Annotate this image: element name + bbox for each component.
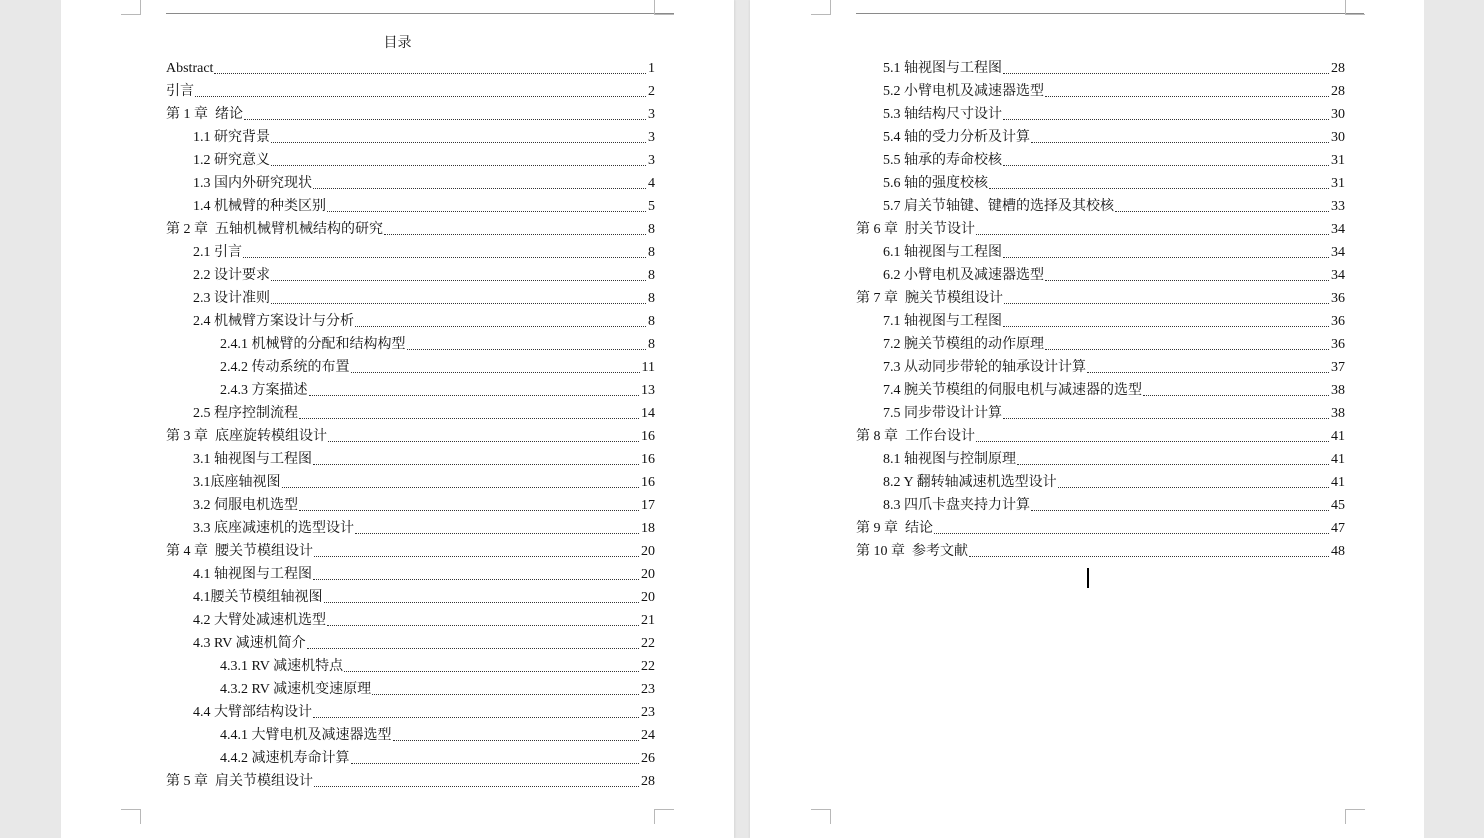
toc-entry-label: 2.4 机械臂方案设计与分析 bbox=[193, 314, 354, 329]
toc-entry-label: 1.1 研究背景 bbox=[193, 130, 270, 145]
toc-entry[interactable] bbox=[220, 356, 655, 378]
toc-entry[interactable] bbox=[856, 425, 1345, 447]
toc-entry-label: 2.2 设计要求 bbox=[193, 268, 270, 283]
crop-mark-bottom-left bbox=[811, 809, 831, 824]
toc-leader-dots bbox=[934, 533, 1329, 534]
toc-leader-dots bbox=[355, 326, 646, 327]
toc-entry-label: 4.1 轴视图与工程图 bbox=[193, 567, 312, 582]
toc-entry-page-number: 48 bbox=[1331, 544, 1345, 559]
toc-entry-label: 8.1 轴视图与控制原理 bbox=[883, 452, 1016, 467]
toc-entry[interactable] bbox=[883, 103, 1345, 125]
toc-leader-dots bbox=[313, 717, 639, 718]
toc-leader-dots bbox=[214, 73, 646, 74]
toc-entry[interactable] bbox=[193, 701, 655, 723]
toc-leader-dots bbox=[1003, 326, 1329, 327]
toc-entry[interactable] bbox=[193, 195, 655, 217]
toc-leader-dots bbox=[1003, 257, 1329, 258]
toc-entry[interactable] bbox=[883, 172, 1345, 194]
toc-entry-label: 6.1 轴视图与工程图 bbox=[883, 245, 1002, 260]
toc-entry[interactable] bbox=[883, 379, 1345, 401]
toc-entry-label: 第 5 章 肩关节模组设计 bbox=[166, 774, 313, 789]
toc-leader-dots bbox=[344, 671, 639, 672]
crop-mark-bottom-left bbox=[121, 809, 141, 824]
toc-leader-dots bbox=[313, 464, 639, 465]
toc-entry-page-number: 20 bbox=[641, 567, 655, 582]
toc-entry-label: 6.2 小臂电机及减速器选型 bbox=[883, 268, 1044, 283]
toc-entry-label: 2.4.1 机械臂的分配和结构构型 bbox=[220, 337, 406, 352]
toc-entry-label: 7.3 从动同步带轮的轴承设计计算 bbox=[883, 360, 1086, 375]
toc-leader-dots bbox=[313, 579, 639, 580]
toc-leader-dots bbox=[299, 418, 639, 419]
toc-entry-page-number: 23 bbox=[641, 705, 655, 720]
toc-entry[interactable] bbox=[193, 287, 655, 309]
toc-entry[interactable] bbox=[883, 448, 1345, 470]
toc-entry-page-number: 16 bbox=[641, 452, 655, 467]
toc-leader-dots bbox=[243, 257, 646, 258]
toc-entry-label: 2.3 设计准则 bbox=[193, 291, 270, 306]
toc-leader-dots bbox=[271, 165, 646, 166]
toc-leader-dots bbox=[989, 188, 1329, 189]
toc-entry-label: 第 3 章 底座旋转模组设计 bbox=[166, 429, 327, 444]
toc-entry-page-number: 47 bbox=[1331, 521, 1345, 536]
toc-leader-dots bbox=[244, 119, 646, 120]
toc-leader-dots bbox=[407, 349, 647, 350]
toc-leader-dots bbox=[1031, 510, 1329, 511]
toc-entry[interactable] bbox=[883, 471, 1345, 493]
toc-entry-label: 5.7 肩关节轴键、键槽的选择及其校核 bbox=[883, 199, 1114, 214]
toc-entry[interactable] bbox=[883, 57, 1345, 79]
toc-entry[interactable] bbox=[220, 724, 655, 746]
toc-entry[interactable] bbox=[193, 448, 655, 470]
toc-entry[interactable] bbox=[166, 57, 655, 79]
toc-entry-page-number: 8 bbox=[648, 337, 655, 352]
toc-entry-page-number: 8 bbox=[648, 245, 655, 260]
crop-mark-top-right bbox=[654, 0, 674, 15]
toc-leader-dots bbox=[307, 648, 639, 649]
toc-leader-dots bbox=[1045, 349, 1329, 350]
toc-entry[interactable] bbox=[166, 80, 655, 102]
toc-title: 目录 bbox=[383, 36, 412, 51]
toc-entry-label: 4.1腰关节模组轴视图 bbox=[193, 590, 323, 605]
toc-entry-page-number: 26 bbox=[641, 751, 655, 766]
toc-leader-dots bbox=[313, 188, 646, 189]
toc-entry-page-number: 34 bbox=[1331, 268, 1345, 283]
toc-leader-dots bbox=[271, 303, 646, 304]
toc-entry-label: 2.5 程序控制流程 bbox=[193, 406, 298, 421]
toc-leader-dots bbox=[1017, 464, 1329, 465]
toc-entry-page-number: 3 bbox=[648, 130, 655, 145]
toc-leader-dots bbox=[351, 372, 640, 373]
toc-entry-label: 2.4.2 传动系统的布置 bbox=[220, 360, 350, 375]
document-page-left[interactable] bbox=[61, 0, 734, 838]
toc-entry-label: 4.3.1 RV 减速机特点 bbox=[220, 659, 344, 674]
toc-entry[interactable] bbox=[220, 379, 655, 401]
toc-entry-label: 5.4 轴的受力分析及计算 bbox=[883, 130, 1030, 145]
toc-leader-dots bbox=[1058, 487, 1329, 488]
toc-entry-page-number: 3 bbox=[648, 153, 655, 168]
toc-leader-dots bbox=[384, 234, 646, 235]
toc-leader-dots bbox=[1045, 96, 1329, 97]
text-cursor bbox=[1087, 568, 1089, 588]
toc-entry-page-number: 8 bbox=[648, 314, 655, 329]
toc-entry[interactable] bbox=[883, 333, 1345, 355]
toc-entry-label: 4.4 大臂部结构设计 bbox=[193, 705, 312, 720]
toc-entry-page-number: 23 bbox=[641, 682, 655, 697]
toc-entry-label: 4.3.2 RV 减速机变速原理 bbox=[220, 682, 372, 697]
toc-entry-label: 7.4 腕关节模组的伺服电机与减速器的选型 bbox=[883, 383, 1142, 398]
toc-entry-label: 引言 bbox=[166, 84, 194, 99]
toc-leader-dots bbox=[1004, 303, 1329, 304]
toc-entry-label: 1.2 研究意义 bbox=[193, 153, 270, 168]
toc-entry[interactable] bbox=[883, 402, 1345, 424]
toc-entry-label: 5.1 轴视图与工程图 bbox=[883, 61, 1002, 76]
toc-entry-page-number: 17 bbox=[641, 498, 655, 513]
toc-entry[interactable] bbox=[220, 678, 655, 700]
toc-entry-page-number: 30 bbox=[1331, 130, 1345, 145]
toc-entry-label: 第 1 章 绪论 bbox=[166, 107, 243, 122]
toc-entry-page-number: 2 bbox=[648, 84, 655, 99]
toc-entry-label: 4.3 RV 减速机简介 bbox=[193, 636, 306, 651]
toc-entry-page-number: 31 bbox=[1331, 153, 1345, 168]
toc-entry[interactable] bbox=[193, 149, 655, 171]
toc-entry-page-number: 1 bbox=[648, 61, 655, 76]
toc-entry-label: 8.3 四爪卡盘夹持力计算 bbox=[883, 498, 1030, 513]
toc-entry[interactable] bbox=[856, 218, 1345, 240]
toc-leader-dots bbox=[299, 510, 639, 511]
toc-entry-label: 8.2 Y 翻转轴减速机选型设计 bbox=[883, 475, 1057, 490]
toc-leader-dots bbox=[976, 441, 1329, 442]
toc-entry[interactable] bbox=[193, 126, 655, 148]
toc-leader-dots bbox=[976, 234, 1329, 235]
toc-leader-dots bbox=[351, 763, 640, 764]
toc-entry-label: 4.4.1 大臂电机及减速器选型 bbox=[220, 728, 392, 743]
toc-entry-label: 5.6 轴的强度校核 bbox=[883, 176, 988, 191]
toc-entry-label: 2.1 引言 bbox=[193, 245, 242, 260]
toc-leader-dots bbox=[1031, 142, 1329, 143]
toc-entry-label: Abstract bbox=[166, 61, 214, 76]
crop-mark-bottom-right bbox=[1345, 809, 1365, 824]
toc-entry-page-number: 33 bbox=[1331, 199, 1345, 214]
toc-entry-page-number: 3 bbox=[648, 107, 655, 122]
toc-entry[interactable] bbox=[883, 494, 1345, 516]
toc-entry-page-number: 30 bbox=[1331, 107, 1345, 122]
toc-entry-label: 1.3 国内外研究现状 bbox=[193, 176, 312, 191]
crop-mark-top-left bbox=[811, 0, 831, 15]
toc-leader-dots bbox=[393, 740, 640, 741]
toc-entry-label: 第 2 章 五轴机械臂机械结构的研究 bbox=[166, 222, 383, 237]
toc-entry-page-number: 5 bbox=[648, 199, 655, 214]
toc-leader-dots bbox=[309, 395, 640, 396]
toc-entry-page-number: 22 bbox=[641, 636, 655, 651]
toc-entry[interactable] bbox=[883, 195, 1345, 217]
toc-entry-page-number: 13 bbox=[641, 383, 655, 398]
toc-leader-dots bbox=[1143, 395, 1329, 396]
crop-mark-bottom-right bbox=[654, 809, 674, 824]
toc-leader-dots bbox=[355, 533, 639, 534]
toc-entry-page-number: 36 bbox=[1331, 314, 1345, 329]
toc-entry[interactable] bbox=[883, 241, 1345, 263]
toc-leader-dots bbox=[372, 694, 639, 695]
toc-entry[interactable] bbox=[856, 287, 1345, 309]
toc-entry-page-number: 4 bbox=[648, 176, 655, 191]
toc-entry-label: 3.1 轴视图与工程图 bbox=[193, 452, 312, 467]
toc-entry[interactable] bbox=[883, 80, 1345, 102]
toc-entry-page-number: 16 bbox=[641, 429, 655, 444]
toc-leader-dots bbox=[324, 602, 640, 603]
toc-entry-page-number: 38 bbox=[1331, 406, 1345, 421]
toc-entry[interactable] bbox=[193, 310, 655, 332]
toc-entry-page-number: 34 bbox=[1331, 245, 1345, 260]
toc-leader-dots bbox=[1003, 73, 1329, 74]
toc-leader-dots bbox=[1115, 211, 1329, 212]
toc-entry[interactable] bbox=[193, 241, 655, 263]
toc-leader-dots bbox=[1087, 372, 1329, 373]
toc-entry-page-number: 8 bbox=[648, 268, 655, 283]
toc-entry-page-number: 21 bbox=[641, 613, 655, 628]
toc-entry-page-number: 37 bbox=[1331, 360, 1345, 375]
toc-entry[interactable] bbox=[166, 425, 655, 447]
toc-entry-page-number: 41 bbox=[1331, 452, 1345, 467]
toc-entry-page-number: 28 bbox=[1331, 84, 1345, 99]
toc-entry-label: 3.3 底座减速机的选型设计 bbox=[193, 521, 354, 536]
toc-entry-page-number: 20 bbox=[641, 590, 655, 605]
toc-leader-dots bbox=[271, 280, 646, 281]
toc-entry[interactable] bbox=[193, 264, 655, 286]
toc-leader-dots bbox=[327, 211, 646, 212]
toc-entry[interactable] bbox=[166, 103, 655, 125]
toc-entry-label: 3.2 伺服电机选型 bbox=[193, 498, 298, 513]
toc-entry[interactable] bbox=[166, 770, 655, 792]
toc-entry-page-number: 18 bbox=[641, 521, 655, 536]
toc-entry[interactable] bbox=[193, 471, 655, 493]
toc-entry-page-number: 11 bbox=[641, 360, 655, 375]
toc-entry-page-number: 41 bbox=[1331, 475, 1345, 490]
toc-leader-dots bbox=[314, 786, 639, 787]
toc-entry[interactable] bbox=[193, 402, 655, 424]
toc-entry-page-number: 20 bbox=[641, 544, 655, 559]
toc-entry-page-number: 24 bbox=[641, 728, 655, 743]
document-page-right[interactable] bbox=[750, 0, 1424, 838]
toc-entry-page-number: 14 bbox=[641, 406, 655, 421]
toc-entry-page-number: 41 bbox=[1331, 429, 1345, 444]
toc-entry-label: 5.5 轴承的寿命校核 bbox=[883, 153, 1002, 168]
toc-entry-page-number: 28 bbox=[641, 774, 655, 789]
toc-entry-page-number: 36 bbox=[1331, 291, 1345, 306]
toc-entry[interactable] bbox=[220, 333, 655, 355]
toc-entry[interactable] bbox=[193, 632, 655, 654]
toc-leader-dots bbox=[195, 96, 646, 97]
crop-mark-top-right bbox=[1345, 0, 1365, 15]
toc-entry-label: 2.4.3 方案描述 bbox=[220, 383, 308, 398]
toc-entry[interactable] bbox=[166, 218, 655, 240]
toc-entry-page-number: 36 bbox=[1331, 337, 1345, 352]
toc-leader-dots bbox=[282, 487, 640, 488]
toc-entry-label: 5.3 轴结构尺寸设计 bbox=[883, 107, 1002, 122]
toc-entry[interactable] bbox=[883, 356, 1345, 378]
toc-entry-page-number: 8 bbox=[648, 291, 655, 306]
toc-entry-page-number: 45 bbox=[1331, 498, 1345, 513]
toc-entry-label: 5.2 小臂电机及减速器选型 bbox=[883, 84, 1044, 99]
crop-mark-top-left bbox=[121, 0, 141, 15]
toc-entry-label: 第 6 章 肘关节设计 bbox=[856, 222, 975, 237]
toc-entry-page-number: 38 bbox=[1331, 383, 1345, 398]
toc-entry-page-number: 28 bbox=[1331, 61, 1345, 76]
toc-leader-dots bbox=[328, 441, 639, 442]
toc-entry-label: 1.4 机械臂的种类区别 bbox=[193, 199, 326, 214]
toc-leader-dots bbox=[327, 625, 639, 626]
toc-entry[interactable] bbox=[220, 747, 655, 769]
toc-entry-label: 3.1底座轴视图 bbox=[193, 475, 281, 490]
toc-entry[interactable] bbox=[856, 540, 1345, 562]
toc-entry[interactable] bbox=[220, 655, 655, 677]
toc-entry-page-number: 22 bbox=[641, 659, 655, 674]
toc-entry-label: 第 7 章 腕关节模组设计 bbox=[856, 291, 1003, 306]
toc-entry-label: 7.2 腕关节模组的动作原理 bbox=[883, 337, 1044, 352]
header-rule bbox=[856, 13, 1364, 14]
toc-entry-label: 第 9 章 结论 bbox=[856, 521, 933, 536]
toc-leader-dots bbox=[271, 142, 646, 143]
toc-entry-page-number: 8 bbox=[648, 222, 655, 237]
toc-entry[interactable] bbox=[883, 310, 1345, 332]
toc-leader-dots bbox=[1045, 280, 1329, 281]
toc-entry-label: 7.1 轴视图与工程图 bbox=[883, 314, 1002, 329]
toc-leader-dots bbox=[969, 556, 1329, 557]
toc-entry[interactable] bbox=[883, 149, 1345, 171]
toc-entry[interactable] bbox=[856, 517, 1345, 539]
toc-leader-dots bbox=[1003, 165, 1329, 166]
toc-leader-dots bbox=[1003, 119, 1329, 120]
toc-entry-page-number: 16 bbox=[641, 475, 655, 490]
toc-entry-label: 第 10 章 参考文献 bbox=[856, 544, 968, 559]
toc-entry[interactable] bbox=[166, 540, 655, 562]
toc-entry[interactable] bbox=[193, 494, 655, 516]
header-rule bbox=[166, 13, 674, 14]
toc-entry-label: 第 4 章 腰关节模组设计 bbox=[166, 544, 313, 559]
toc-entry-label: 第 8 章 工作台设计 bbox=[856, 429, 975, 444]
toc-entry[interactable] bbox=[883, 126, 1345, 148]
toc-entry-page-number: 31 bbox=[1331, 176, 1345, 191]
toc-entry[interactable] bbox=[193, 517, 655, 539]
toc-entry-label: 4.4.2 减速机寿命计算 bbox=[220, 751, 350, 766]
toc-entry[interactable] bbox=[193, 609, 655, 631]
toc-entry-label: 7.5 同步带设计计算 bbox=[883, 406, 1002, 421]
toc-leader-dots bbox=[1003, 418, 1329, 419]
toc-leader-dots bbox=[314, 556, 639, 557]
toc-entry[interactable] bbox=[193, 172, 655, 194]
toc-entry-label: 4.2 大臂处减速机选型 bbox=[193, 613, 326, 628]
toc-entry[interactable] bbox=[193, 586, 655, 608]
toc-entry-page-number: 34 bbox=[1331, 222, 1345, 237]
toc-entry[interactable] bbox=[193, 563, 655, 585]
toc-entry[interactable] bbox=[883, 264, 1345, 286]
